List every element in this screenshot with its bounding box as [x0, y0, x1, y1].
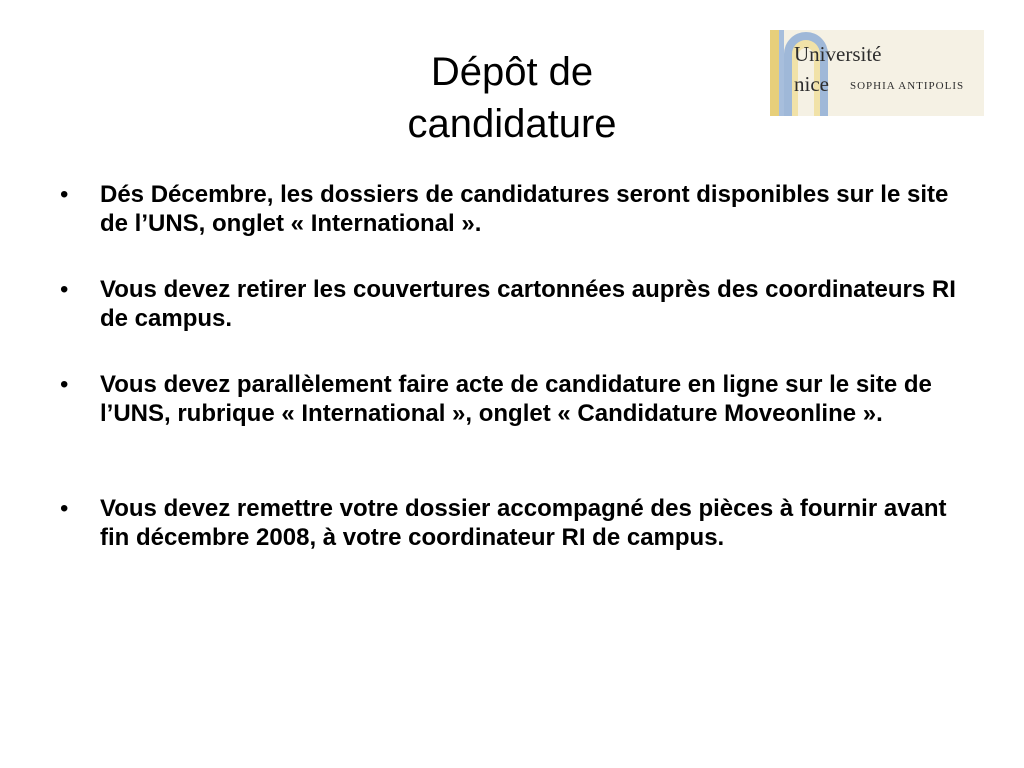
bullet-text: Vous devez remettre votre dossier accompagné des pièces à fournir avant fin décembre 2008, à votre coordinateur RI de campus.	[100, 495, 947, 551]
logo-yellow-stripe	[770, 30, 779, 116]
bullet-text: Dés Décembre, les dossiers de candidatures seront disponibles sur le site de l’UNS, onglet « International ».	[100, 181, 949, 237]
bullet-item	[60, 370, 970, 428]
bullet-marker: •	[60, 276, 69, 303]
bullet-item	[60, 275, 970, 333]
bullet-text: Vous devez retirer les couvertures cartonnées auprès des coordinateurs RI de campus.	[100, 276, 956, 332]
bullet-item	[60, 494, 970, 552]
bullet-text: Vous devez parallèlement faire acte de candidature en ligne sur le site de l’UNS, rubrique « International », onglet « Candidature Moveonline ».	[100, 371, 932, 427]
logo-text-nice: nice	[794, 72, 829, 96]
slide-title-line-1: Dépôt de	[430, 50, 594, 94]
slide-title-line-2: candidature	[407, 102, 617, 146]
slide-title	[312, 46, 712, 150]
bullet-marker: •	[60, 181, 69, 208]
bullet-marker: •	[60, 371, 69, 398]
bullet-item	[60, 180, 970, 238]
bullet-list	[60, 180, 970, 552]
university-logo	[770, 30, 984, 116]
logo-text-sophia-antipolis: SOPHIA ANTIPOLIS	[850, 80, 965, 92]
logo-text-universite: Université	[794, 42, 882, 66]
bullet-marker: •	[60, 495, 69, 522]
